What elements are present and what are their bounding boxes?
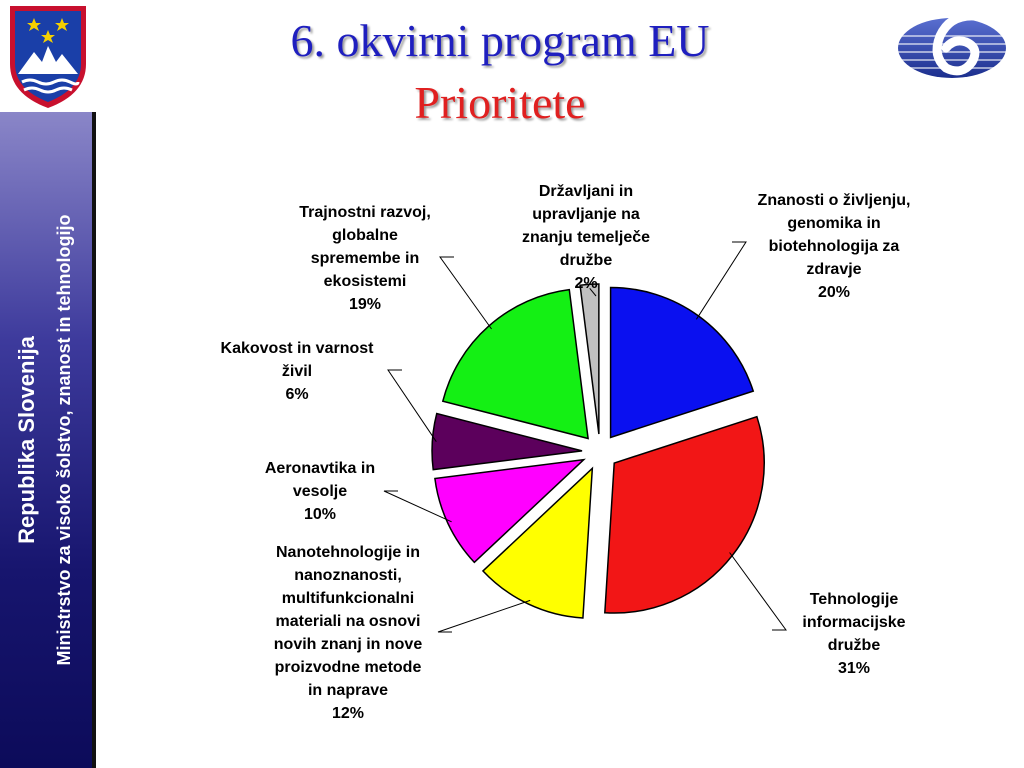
slice-label-tehnologije: Tehnologije [809, 591, 899, 608]
slice-percent-trajnostni-razvoj: 19% [348, 296, 382, 313]
slice-label-nanotehnologije-in: novih znanj in nove [273, 636, 423, 653]
slice-label-znanosti-o-zivljenju: zdravje [806, 261, 862, 278]
slice-label-trajnostni-razvoj: spremembe in [310, 250, 420, 267]
leader-line-tehnologije [730, 553, 786, 630]
slice-label-nanotehnologije-in: multifunkcionalni [281, 590, 415, 607]
slice-label-nanotehnologije-in: proizvodne metode [274, 659, 422, 676]
slice-percent-drzavljani-in: 2% [574, 275, 598, 292]
slice-label-trajnostni-razvoj: ekosistemi [323, 273, 407, 290]
sidebar-ministry-label: Ministrstvo za visoko šolstvo, znanost in tehnologijo [54, 214, 74, 666]
slice-percent-tehnologije: 31% [837, 660, 871, 677]
slice-label-drzavljani-in: Državljani in [538, 183, 634, 200]
pie-slice-trajnostni-razvoj [443, 290, 588, 439]
slice-label-drzavljani-in: upravljanje na [532, 206, 640, 223]
slice-percent-nanotehnologije-in: 12% [331, 705, 365, 722]
slice-label-znanosti-o-zivljenju: biotehnologija za [768, 238, 900, 255]
slice-label-drzavljani-in: znanju temelječe [521, 229, 651, 246]
slice-label-znanosti-o-zivljenju: genomika in [787, 215, 881, 232]
slice-label-kakovost-in-varnost: živil [281, 363, 313, 380]
slice-label-drzavljani-in: družbe [559, 252, 613, 269]
slice-label-nanotehnologije-in: Nanotehnologije in [276, 544, 420, 561]
pie-slice-tehnologije [605, 417, 764, 613]
leader-line-trajnostni-razvoj [440, 257, 492, 329]
slice-percent-kakovost-in-varnost: 6% [285, 386, 309, 403]
leader-line-znanosti-o-zivljenju [696, 242, 746, 319]
leader-line-kakovost-in-varnost [388, 370, 436, 442]
pie-slice-znanosti-o-zivljenju [611, 287, 754, 437]
slice-label-aeronavtika-in: vesolje [292, 483, 348, 500]
slice-label-nanotehnologije-in: materiali na osnovi [275, 613, 421, 630]
slice-label-tehnologije: informacijske [802, 614, 906, 631]
slice-label-trajnostni-razvoj: globalne [332, 227, 398, 244]
slice-percent-znanosti-o-zivljenju: 20% [817, 284, 851, 301]
slice-label-trajnostni-razvoj: Trajnostni razvoj, [299, 204, 431, 221]
slice-percent-aeronavtika-in: 10% [303, 506, 337, 523]
sidebar-republic-label: Republika Slovenija [14, 336, 39, 544]
slice-label-aeronavtika-in: Aeronavtika in [264, 460, 376, 477]
slice-label-nanotehnologije-in: in naprave [307, 682, 389, 699]
slice-label-kakovost-in-varnost: Kakovost in varnost [220, 340, 374, 357]
slice-label-nanotehnologije-in: nanoznanosti, [294, 567, 402, 584]
leader-line-nanotehnologije-in [438, 600, 530, 632]
page-title: 6. okvirni program EU [290, 15, 710, 66]
slice-label-tehnologije: družbe [827, 637, 881, 654]
page-subtitle: Prioritete [414, 77, 586, 128]
slice-label-znanosti-o-zivljenju: Znanosti o življenju, [757, 192, 911, 209]
